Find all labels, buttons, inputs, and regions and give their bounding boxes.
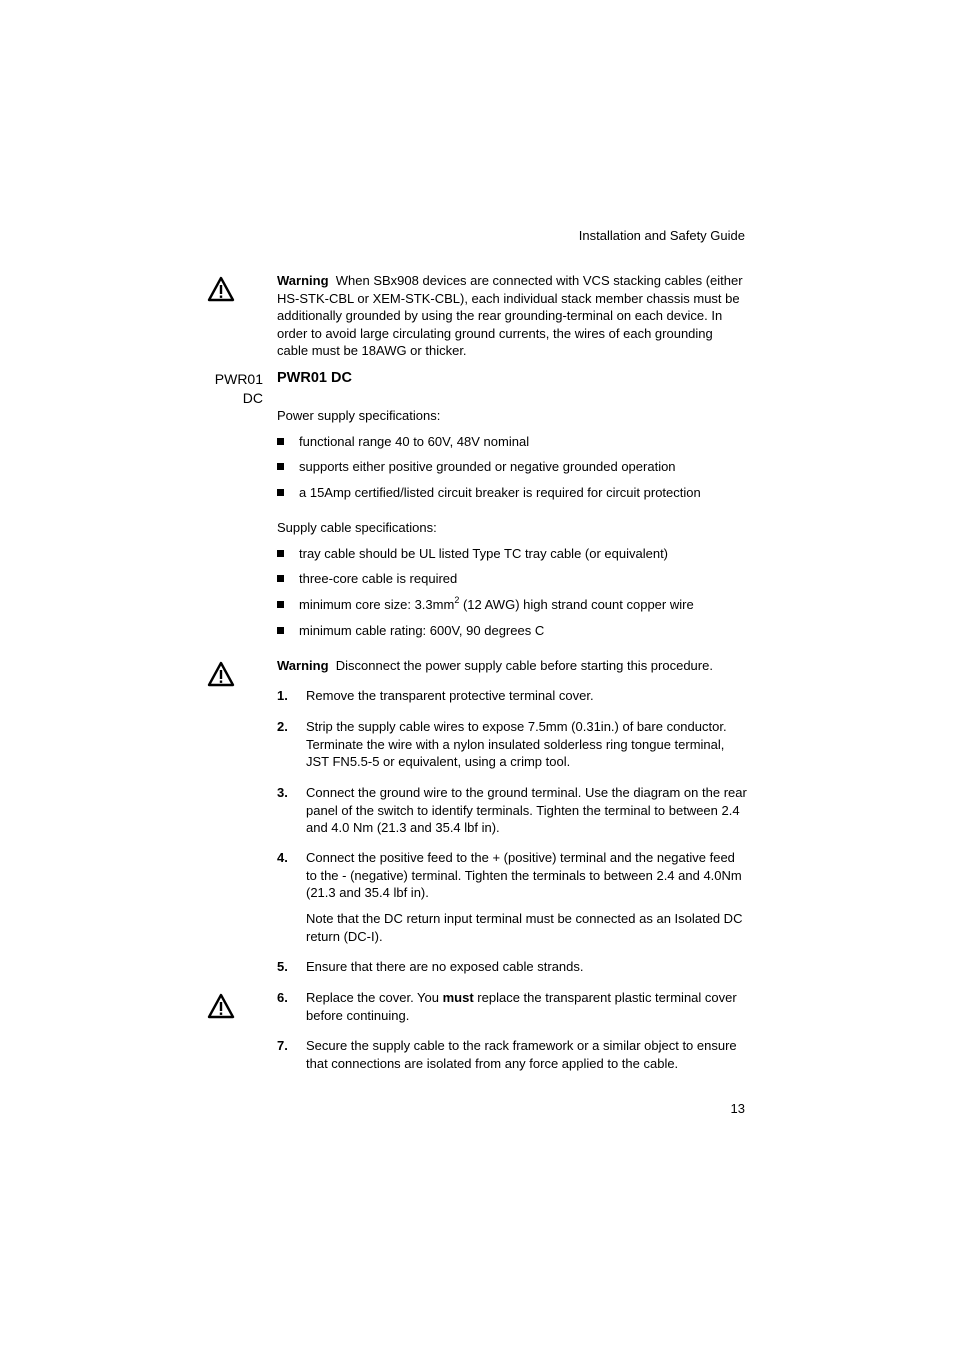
warning-triangle-icon: [207, 661, 235, 687]
warning-triangle-icon: [207, 276, 235, 302]
warning-label: Warning: [277, 273, 329, 288]
list-item: supports either positive grounded or negative grounded operation: [277, 458, 747, 476]
margin-section-label: PWR01 DC: [214, 371, 263, 406]
warning-stacking-grounding: [277, 272, 747, 360]
running-header: Installation and Safety Guide: [578, 228, 745, 243]
step-3: 3. Connect the ground wire to the ground terminal. Use the diagram on the rear panel of the switch to identify terminals. Tighten the terminal to between 2.4 and 4.0 Nm (21.3 and 35.4 lbf in).: [277, 785, 747, 836]
list-item: tray cable should be UL listed Type TC tray cable (or equivalent): [277, 545, 747, 563]
list-item: three-core cable is required: [277, 570, 747, 588]
section-heading: PWR01 DC: [277, 370, 352, 386]
list-item: minimum core size: $3.3mm^2$ (12 AWG) high strand count copper wire: [277, 596, 747, 614]
power-spec-intro: Power supply specifications:: [277, 408, 441, 423]
page-number: 13: [730, 1101, 745, 1116]
step-7: 7. Secure the supply cable to the rack framework or a similar object to ensure that connections are isolated from any force applied to the cable.: [277, 1038, 737, 1071]
warning-text: Disconnect the power supply cable before starting this procedure.: [335, 658, 713, 673]
list-item: a 15Amp certified/listed circuit breaker is required for circuit protection: [277, 484, 747, 502]
step-2: 2. Strip the supply cable wires to expose 7.5mm (0.31in.) of bare conductor. Terminate the wire with a nylon insulated solderless ring tongue terminal, JST FN5.5-5 or equivalent, using a crimp tool.: [277, 719, 727, 770]
list-item: minimum cable rating: 600V, 90 degrees C: [277, 622, 747, 640]
step-6: 6. Replace the cover. You must replace the transparent plastic terminal cover before continuing.: [277, 990, 737, 1023]
step-4: 4. Connect the positive feed to the + (positive) terminal and the negative feed to the - (negative) terminal. Tighten the terminals to between 2.4 and 4.0Nm (21.3 and 35.4 lbf in).: [277, 850, 742, 901]
warning-disconnect: [277, 657, 747, 675]
warning-triangle-icon: [207, 993, 235, 1019]
step-5: 5. Ensure that there are no exposed cable strands.: [277, 959, 584, 974]
warning-text: When SBx908 devices are connected with VCS stacking cables (either HS-STK-CBL or XEM-STK-CBL), each individual stack member chassis must be additionally grounded by using the rear grounding-terminal on each device. In order to avoid large circulating ground currents, the wires of each grounding cable must be 18AWG or thicker.: [277, 273, 743, 359]
step-4-note: Note that the DC return input terminal must be connected as an Isolated DC return (DC-I).: [306, 911, 743, 944]
warning-label: Warning: [277, 658, 329, 673]
cable-spec-intro: Supply cable specifications:: [277, 520, 437, 535]
step-1: 1. Remove the transparent protective terminal cover.: [277, 688, 594, 703]
list-item: functional range 40 to 60V, 48V nominal: [277, 433, 747, 451]
